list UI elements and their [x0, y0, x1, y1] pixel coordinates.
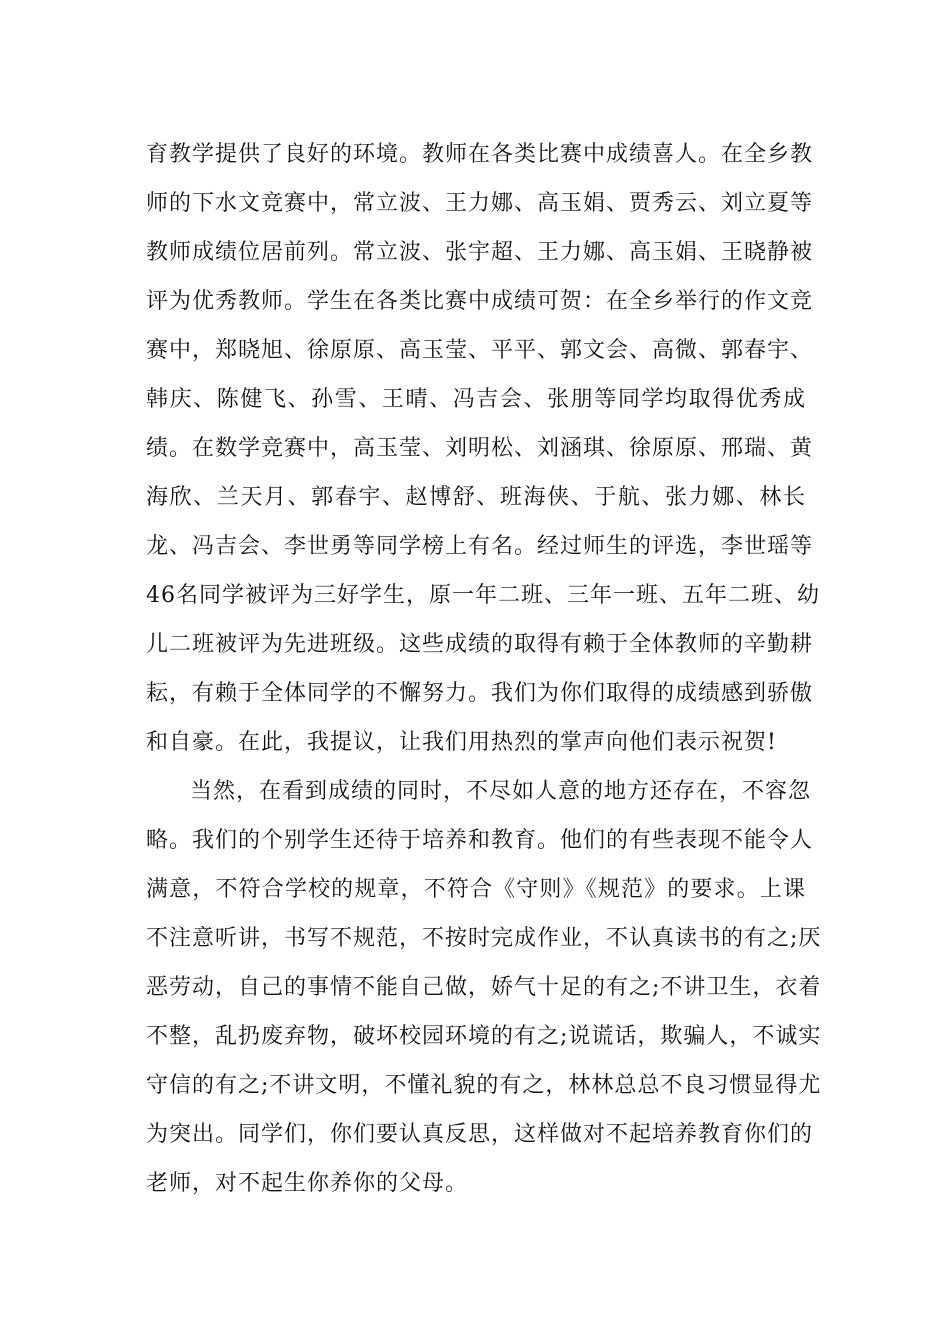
text-line: 耘，有赖于全体同学的不懈努力。我们为你们取得的成绩感到骄傲	[146, 681, 814, 706]
text-line: 赛中，郑晓旭、徐原原、高玉莹、平平、郭文会、高微、郭春宇、	[146, 338, 814, 363]
text-line: 不注意听讲，书写不规范，不按时完成作业，不认真读书的有之;厌	[146, 926, 822, 951]
text-line: 韩庆、陈健飞、孙雪、王晴、冯吉会、张朋等同学均取得优秀成	[146, 387, 806, 412]
text-line: 46名同学被评为三好学生，原一年二班、三年一班、五年二班、幼	[146, 583, 820, 608]
text-line: 恶劳动，自己的事情不能自己做，娇气十足的有之;不讲卫生，衣着	[146, 975, 822, 1000]
text-line: 为突出。同学们，你们要认真反思，这样做对不起培养教育你们的	[146, 1122, 814, 1147]
text-line: 和自豪。在此，我提议，让我们用热烈的掌声向他们表示祝贺!	[146, 730, 777, 755]
text-line: 绩。在数学竞赛中，高玉莹、刘明松、刘涵琪、徐原原、邢瑞、黄	[146, 436, 814, 461]
text-line: 守信的有之;不讲文明，不懂礼貌的有之，林林总总不良习惯显得尤	[146, 1073, 822, 1098]
body-text	[146, 130, 822, 1208]
paragraph-2	[146, 767, 822, 1208]
text-line: 育教学提供了良好的环境。教师在各类比赛中成绩喜人。在全乡教	[146, 142, 814, 167]
text-line: 老师，对不起生你养你的父母。	[146, 1171, 469, 1196]
text-line: 海欣、兰天月、郭春宇、赵博舒、班海侠、于航、张力娜、林长	[146, 485, 806, 510]
text-line: 不整，乱扔废弃物，破坏校园环境的有之;说谎话，欺骗人，不诚实	[146, 1024, 822, 1049]
text-line: 评为优秀教师。学生在各类比赛中成绩可贺：在全乡举行的作文竞	[146, 289, 814, 314]
text-line: 教师成绩位居前列。常立波、张宇超、王力娜、高玉娟、王晓静被	[146, 240, 814, 265]
text-line: 当然，在看到成绩的同时，不尽如人意的地方还存在，不容忽	[190, 779, 812, 804]
text-line: 师的下水文竞赛中，常立波、王力娜、高玉娟、贾秀云、刘立夏等	[146, 191, 814, 216]
text-line: 龙、冯吉会、李世勇等同学榜上有名。经过师生的评选，李世瑶等	[146, 534, 814, 559]
paragraph-1	[146, 130, 820, 767]
text-line: 略。我们的个别学生还待于培养和教育。他们的有些表现不能令人	[146, 828, 814, 853]
text-line: 满意，不符合学校的规章，不符合《守则》《规范》的要求。上课	[146, 877, 806, 902]
text-line: 儿二班被评为先进班级。这些成绩的取得有赖于全体教师的辛勤耕	[146, 632, 814, 657]
